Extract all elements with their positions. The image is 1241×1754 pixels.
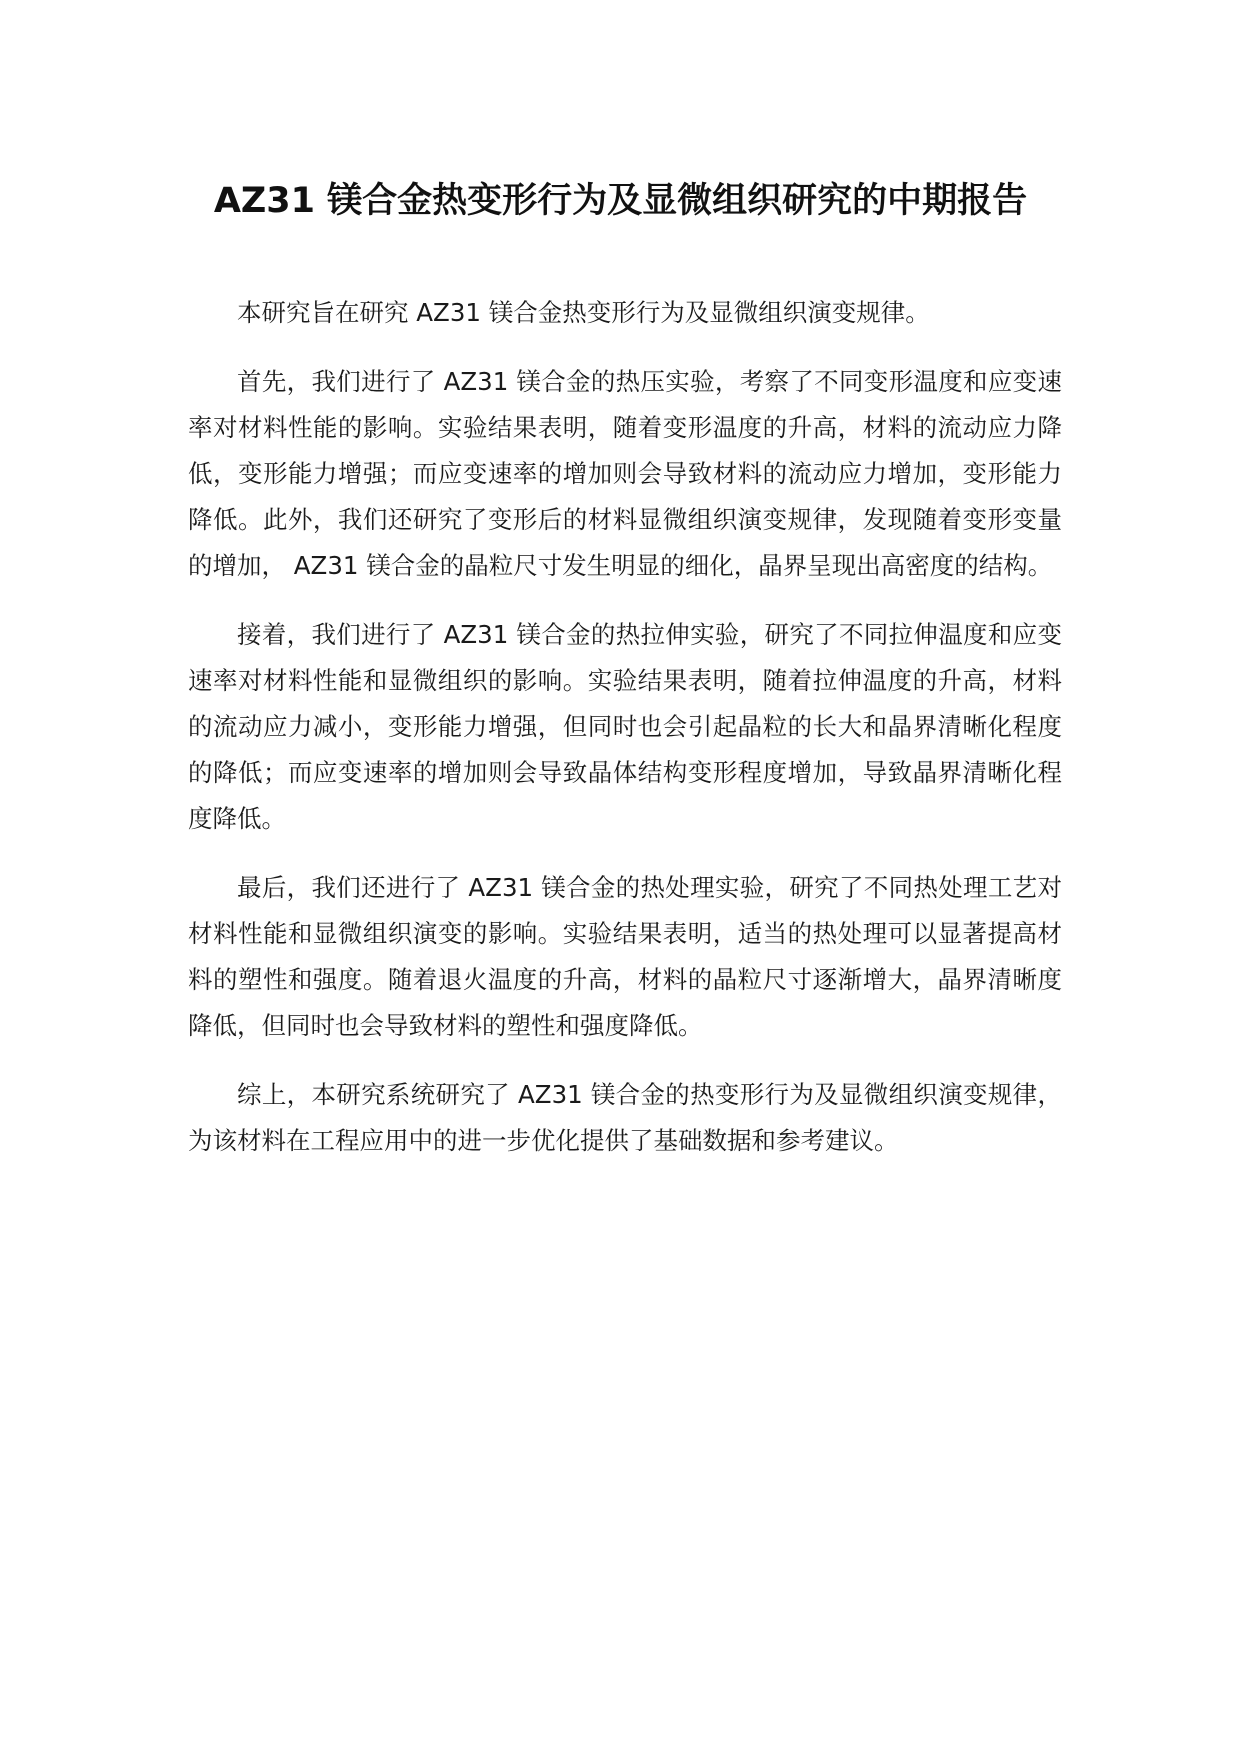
- document-title: AZ31 镁合金热变形行为及显微组织研究的中期报告: [213, 181, 1028, 221]
- paragraph-hot-compression: 首先，我们进行了 AZ31 镁合金的热压实验，考察了不同变形温度和应变速率对材料性能的影响。实验结果表明，随着变形温度的升高，材料的流动应力降低，变形能力增强；而应变速率的增加则会导致材料的流动应力增加，变形能力降低。此外，我们还研究了变形后的材料显微组织演变规律，发现随着变形变量的增加， AZ31 镁合金的晶粒尺寸发生明显的细化，晶界呈现出高密度的结构。: [188, 367, 1062, 580]
- paragraph-heat-treatment: 最后，我们还进行了 AZ31 镁合金的热处理实验，研究了不同热处理工艺对材料性能和显微组织演变的影响。实验结果表明，适当的热处理可以显著提高材料的塑性和强度。随着退火温度的升高，材料的晶粒尺寸逐渐增大，晶界清晰度降低，但同时也会导致材料的塑性和强度降低。: [188, 873, 1062, 1040]
- document-body: [188, 290, 1062, 1187]
- paragraph-hot-tensile: 接着，我们进行了 AZ31 镁合金的热拉伸实验，研究了不同拉伸温度和应变速率对材料性能和显微组织的影响。实验结果表明，随着拉伸温度的升高，材料的流动应力减小，变形能力增强，但同时也会引起晶粒的长大和晶界清晰化程度的降低；而应变速率的增加则会导致晶体结构变形程度增加，导致晶界清晰化程度降低。: [188, 620, 1062, 833]
- paragraph-intro: 本研究旨在研究 AZ31 镁合金热变形行为及显微组织演变规律。: [237, 298, 930, 327]
- paragraph-conclusion: 综上，本研究系统研究了 AZ31 镁合金的热变形行为及显微组织演变规律，为该材料在工程应用中的进一步优化提供了基础数据和参考建议。: [188, 1080, 1062, 1155]
